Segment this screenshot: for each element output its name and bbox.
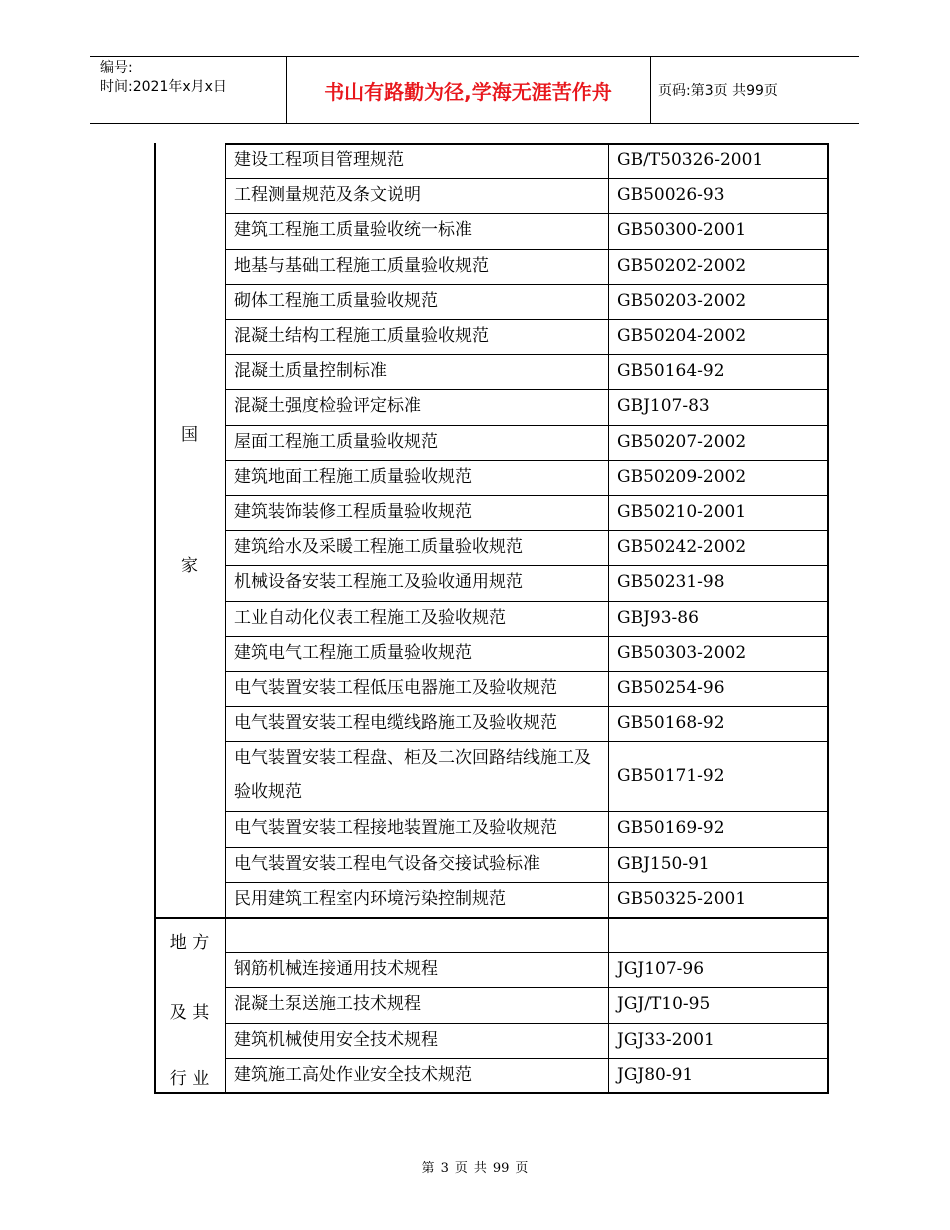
table-rule	[225, 952, 829, 953]
standard-code: GB50300-2001	[617, 220, 747, 241]
standard-code: GB50210-2001	[617, 502, 747, 522]
table-rule	[225, 601, 829, 602]
standard-name: 建设工程项目管理规范	[234, 150, 404, 170]
page-header	[90, 56, 859, 124]
standard-code: GBJ150-91	[617, 853, 710, 874]
table-rule	[225, 213, 829, 214]
table-rule	[154, 1092, 829, 1094]
standard-name: 混凝土泵送施工技术规程	[234, 994, 421, 1015]
table-rule	[608, 143, 609, 1093]
table-row	[154, 987, 829, 1022]
table-row	[154, 389, 829, 424]
footer-part: 共	[473, 1161, 487, 1176]
document-number-label: 编号:	[100, 60, 133, 76]
standard-code: GB50242-2002	[617, 537, 747, 558]
table-rule	[225, 284, 829, 285]
table-row	[154, 882, 829, 917]
standard-name: 工程测量规范及条文说明	[234, 185, 421, 206]
table-row	[154, 319, 829, 354]
standard-code: GB50026-93	[617, 185, 725, 206]
standard-code: GB50171-92	[617, 766, 725, 787]
table-row	[154, 1023, 829, 1058]
standard-name: 建筑装饰装修工程质量验收规范	[234, 502, 472, 522]
standard-name: 建筑施工高处作业安全技术规范	[234, 1064, 472, 1085]
table-rule	[225, 530, 829, 531]
table-rule	[225, 143, 829, 145]
table-rule	[225, 706, 829, 707]
standard-name: 电气装置安装工程接地装置施工及验收规范	[234, 818, 557, 839]
table-rule	[225, 495, 829, 496]
header-page-info: 页码:第3页 共99页	[658, 83, 778, 99]
table-row	[154, 425, 829, 460]
standard-name: 建筑机械使用安全技术规程	[234, 1029, 438, 1050]
table-row	[154, 178, 829, 213]
standard-code: GB50168-92	[617, 713, 725, 734]
category-local-label: 及 其	[169, 1003, 210, 1023]
standard-name	[234, 917, 605, 952]
table-rule	[827, 143, 829, 1093]
table-row	[154, 565, 829, 600]
table-row	[154, 1058, 829, 1093]
standard-code: GB50204-2002	[617, 326, 747, 346]
standard-code: GB50209-2002	[617, 466, 747, 487]
table-rule	[225, 882, 829, 883]
header-meta	[100, 59, 227, 97]
table-row	[154, 671, 829, 706]
standard-name: 建筑地面工程施工质量验收规范	[234, 466, 472, 487]
footer-total-pages: 99	[492, 1161, 510, 1176]
standard-code: GB50231-98	[617, 572, 725, 593]
standard-code: JGJ80-91	[617, 1064, 694, 1085]
standard-code: GB50164-92	[617, 361, 725, 382]
standard-code: GBJ93-86	[617, 607, 699, 628]
table-rule	[225, 741, 829, 742]
table-rule	[225, 249, 829, 250]
standard-code: GB/T50326-2001	[617, 150, 764, 170]
standard-code: GB50303-2002	[617, 642, 747, 663]
table-row	[154, 495, 829, 530]
table-rule	[225, 389, 829, 390]
table-row	[154, 917, 829, 952]
table-row	[154, 811, 829, 846]
table-rule	[225, 178, 829, 179]
table-rule	[225, 636, 829, 637]
standard-name: 电气装置安装工程盘、柜及二次回路结线施工及验收规范	[234, 748, 591, 803]
standard-code: GBJ107-83	[617, 396, 710, 417]
standard-code: GB50254-96	[617, 678, 725, 698]
header-divider	[650, 57, 651, 123]
table-row	[154, 636, 829, 671]
table-rule	[154, 917, 829, 919]
header-motto: 书山有路勤为径,学海无涯苦作舟	[324, 79, 612, 104]
table-rule	[225, 425, 829, 426]
footer-part: 页	[454, 1161, 468, 1176]
standard-name: 混凝土结构工程施工质量验收规范	[234, 326, 489, 346]
standard-code: JGJ107-96	[617, 959, 705, 980]
table-rule	[225, 1023, 829, 1024]
category-local-label: 地 方	[169, 933, 210, 953]
table-rule	[225, 987, 829, 988]
standard-name: 建筑工程施工质量验收统一标准	[234, 220, 472, 241]
standard-name: 建筑给水及采暖工程施工质量验收规范	[234, 537, 523, 558]
table-row	[154, 530, 829, 565]
category-national-label: 国	[181, 424, 198, 445]
table-row	[154, 354, 829, 389]
table-rule	[225, 847, 829, 848]
standard-name: 混凝土强度检验评定标准	[234, 396, 421, 417]
footer-part: 第	[421, 1161, 435, 1176]
table-row	[154, 143, 829, 178]
table-rule	[225, 354, 829, 355]
table-row	[154, 213, 829, 248]
table-rule	[225, 319, 829, 320]
standard-name: 工业自动化仪表工程施工及验收规范	[234, 607, 506, 628]
standard-code: GB50202-2002	[617, 255, 747, 276]
standard-code: GB50169-92	[617, 818, 725, 839]
table-row	[154, 706, 829, 741]
standard-name: 屋面工程施工质量验收规范	[234, 431, 438, 452]
standard-code: JGJ33-2001	[617, 1029, 715, 1050]
standard-code: GB50325-2001	[617, 888, 747, 909]
document-time: 时间:2021年x月x日	[100, 79, 227, 95]
table-row	[154, 284, 829, 319]
footer-current-page: 3	[440, 1161, 449, 1176]
page-footer	[0, 1157, 950, 1176]
standard-code: JGJ/T10-95	[617, 994, 711, 1015]
table-rule	[225, 143, 226, 1093]
table-row	[154, 249, 829, 284]
standard-name: 民用建筑工程室内环境污染控制规范	[234, 888, 506, 909]
standard-name: 建筑电气工程施工质量验收规范	[234, 642, 472, 663]
table-rule	[225, 811, 829, 812]
table-row	[154, 952, 829, 987]
standard-name: 机械设备安装工程施工及验收通用规范	[234, 572, 523, 593]
footer-part: 页	[515, 1161, 529, 1176]
standard-code: GB50203-2002	[617, 290, 747, 311]
standards-table	[154, 143, 829, 1098]
standard-name: 钢筋机械连接通用技术规程	[234, 959, 438, 980]
table-rule	[225, 565, 829, 566]
category-local-label: 行 业	[169, 1069, 210, 1089]
table-row	[154, 601, 829, 636]
standard-name: 电气装置安装工程低压电器施工及验收规范	[234, 678, 557, 698]
table-row	[154, 741, 829, 811]
standard-name: 地基与基础工程施工质量验收规范	[234, 255, 489, 276]
table-rule	[225, 460, 829, 461]
table-rule	[225, 671, 829, 672]
table-rule	[225, 1058, 829, 1059]
table-row	[154, 847, 829, 882]
category-national-label: 家	[181, 556, 198, 577]
standard-name: 电气装置安装工程电气设备交接试验标准	[234, 853, 540, 874]
standard-name: 砌体工程施工质量验收规范	[234, 290, 438, 311]
standard-code: GB50207-2002	[617, 431, 747, 452]
standard-name: 电气装置安装工程电缆线路施工及验收规范	[234, 713, 557, 734]
table-row	[154, 460, 829, 495]
standard-name: 混凝土质量控制标准	[234, 361, 387, 382]
